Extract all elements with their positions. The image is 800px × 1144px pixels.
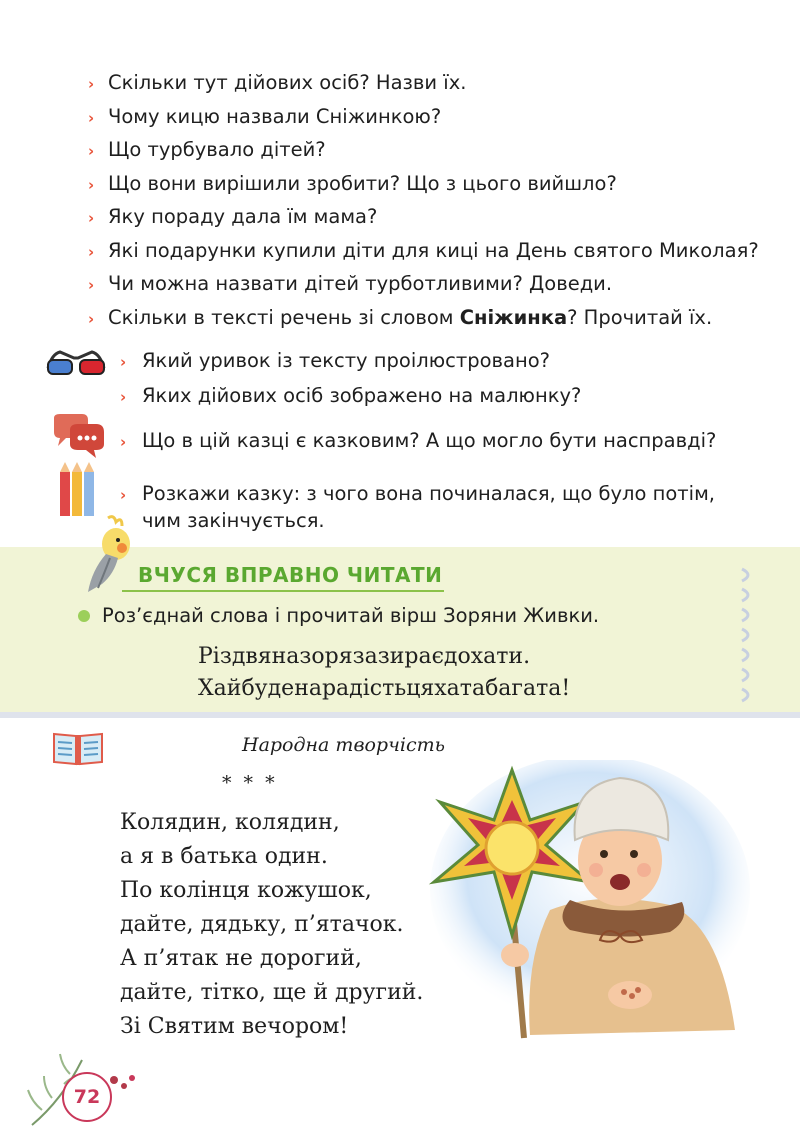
picture-task-1: › Який уривок із тексту проілюстровано? xyxy=(120,345,550,378)
question-item: › Які подарунки купили діти для киці на День святого Миколая? xyxy=(88,234,759,268)
bullet-dot-icon xyxy=(78,610,90,622)
bullet-arrow-icon: › xyxy=(120,353,127,371)
bullet-arrow-icon: › xyxy=(88,242,95,261)
reading-task: Роз’єднай слова і прочитай вірш Зоряни Живки. xyxy=(78,604,599,627)
poem-line: а я в батька один. xyxy=(120,844,328,869)
open-book-icon xyxy=(52,730,104,766)
page-number: 72 xyxy=(62,1072,112,1122)
question-item: › Що вони вирішили зробити? Що з цього вийшло? xyxy=(88,167,759,201)
questions-list xyxy=(88,66,759,334)
bullet-arrow-icon: › xyxy=(120,486,127,504)
question-item: › Чи можна назвати дітей турботливими? Доведи. xyxy=(88,267,759,301)
question-item: › Скільки в тексті речень зі словом Сніжинка? Прочитай їх. xyxy=(88,301,759,335)
poem-line: дайте, тітко, ще й другий. xyxy=(120,980,424,1005)
poem-line: Зі Святим вечором! xyxy=(120,1014,349,1039)
section-title: ВЧУСЯ ВПРАВНО ЧИТАТИ xyxy=(138,563,443,587)
bullet-arrow-icon: › xyxy=(88,209,95,227)
question-item: › Яку пораду дала їм мама? xyxy=(88,200,759,234)
speech-bubbles-icon xyxy=(50,412,106,460)
glasses-icon xyxy=(44,346,108,376)
poem-line: дайте, дядьку, п’ятачок. xyxy=(120,912,404,937)
bullet-arrow-icon: › xyxy=(88,309,95,328)
discussion-task: › Що в цій казці є казковим? А що могло бути насправді? xyxy=(120,425,716,458)
bullet-arrow-icon: › xyxy=(120,388,127,406)
bullet-arrow-icon: › xyxy=(88,142,95,160)
picture-task-2: › Яких дійових осіб зображено на малюнку? xyxy=(120,380,581,413)
wavy-decoration-icon xyxy=(738,565,758,705)
bullet-arrow-icon: › xyxy=(88,276,95,294)
bullet-arrow-icon: › xyxy=(88,175,95,194)
poem-line: Колядин, колядин, xyxy=(120,810,340,835)
joined-verse-line: Хайбуденарадістьцяхатабагата! xyxy=(198,676,571,701)
question-item: › Що турбувало дітей? xyxy=(88,133,759,167)
pencils-icon xyxy=(58,462,98,518)
poem-author: Народна творчість xyxy=(242,734,445,756)
retell-task-continued: чим закінчується. xyxy=(142,509,325,532)
poem-line: По колінця кожушок, xyxy=(120,878,372,903)
band-bottom-edge xyxy=(0,712,800,718)
question-item: › Скільки тут дійових осіб? Назви їх. xyxy=(88,66,759,100)
joined-verse-line: Різдвяназорязазираєдохати. xyxy=(198,644,531,669)
bullet-arrow-icon: › xyxy=(120,433,127,451)
section-title-underline xyxy=(122,590,444,592)
bullet-arrow-icon: › xyxy=(88,75,95,93)
parrot-icon xyxy=(78,514,140,594)
poem-text xyxy=(120,806,423,1044)
poem-line: А п’ятак не дорогий, xyxy=(120,946,362,971)
retell-task: › Розкажи казку: з чого вона починалася, що було потім, xyxy=(120,478,715,511)
caroling-child-illustration xyxy=(420,760,750,1040)
bullet-arrow-icon: › xyxy=(88,108,95,127)
poem-asterisks: * * * xyxy=(222,772,278,794)
bold-word: Сніжинка xyxy=(459,305,568,329)
question-item: › Чому кицю назвали Сніжинкою? xyxy=(88,100,759,134)
